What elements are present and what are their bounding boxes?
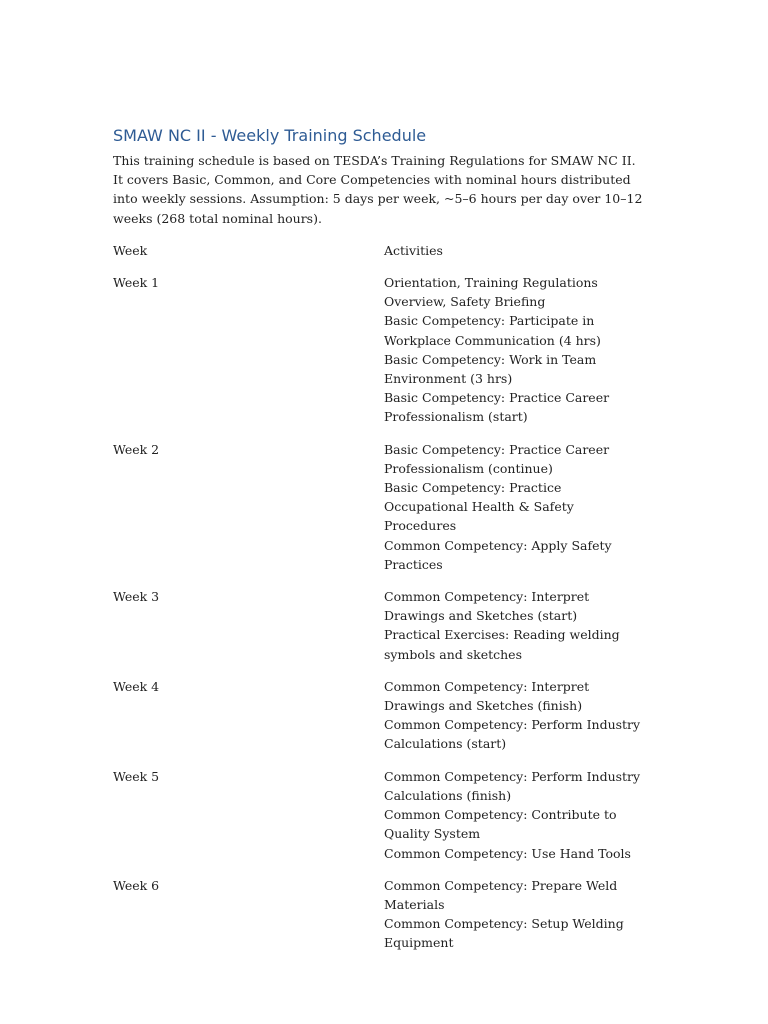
header-week: Week [113, 242, 148, 258]
activity-item: Common Competency: Interpret Drawings and Sketches (finish) [384, 678, 590, 714]
table-row [113, 587, 653, 664]
activity-item: Basic Competency: Participate in Workplace Communication (4 hrs) [384, 313, 601, 348]
activity-item: Common Competency: Contribute to Quality System [384, 807, 617, 842]
document-page [113, 125, 653, 966]
activity-item: Common Competency: Apply Safety Practices [384, 537, 612, 572]
activity-item: Common Competency: Interpret Drawings and Sketches (start) [384, 589, 590, 624]
header-activities: Activities [384, 242, 443, 258]
week-label: Week 1 [113, 275, 160, 291]
activities-cell [384, 587, 646, 664]
table-header-row [113, 241, 653, 260]
activities-cell [384, 273, 646, 427]
week-label: Week 3 [113, 589, 160, 605]
activities-cell [384, 440, 646, 574]
activity-item: Common Competency: Prepare Weld Materials [384, 877, 618, 912]
week-label: Week 5 [113, 768, 160, 784]
activity-item: Practical Exercises: Reading welding symbols and sketches [384, 627, 620, 662]
week-label: Week 4 [113, 678, 160, 694]
table-row [113, 273, 653, 427]
activity-item: Common Competency: Use Hand Tools [384, 845, 631, 861]
table-row [113, 876, 653, 953]
activity-item: Common Competency: Perform Industry Calculations (start) [384, 717, 641, 752]
document-title: SMAW NC II - Weekly Training Schedule [113, 126, 427, 145]
activities-cell [384, 876, 646, 953]
activities-cell [384, 767, 646, 863]
table-row [113, 677, 653, 754]
table-row [113, 440, 653, 574]
activity-item: Basic Competency: Practice Career Professionalism (start) [384, 390, 610, 425]
week-label: Week 2 [113, 441, 160, 457]
activities-cell [384, 677, 646, 754]
intro-paragraph: This training schedule is based on TESDA’s Training Regulations for SMAW NC II. It covers Basic, Common, and Core Competencies with nominal hours distributed into weekly sessions. Assumption: 5 days per week, ~5–6 hours per day over 10–12 weeks (268 total nominal hours). [113, 153, 643, 226]
activity-item: Orientation, Training Regulations Overview, Safety Briefing [384, 275, 598, 310]
activity-item: Common Competency: Perform Industry Calculations (finish) [384, 768, 641, 803]
table-row [113, 767, 653, 863]
activity-item: Basic Competency: Practice Career Professionalism (continue) [384, 441, 610, 476]
activity-item: Basic Competency: Practice Occupational Health & Safety Procedures [384, 480, 574, 534]
activity-item: Common Competency: Setup Welding Equipment [384, 916, 624, 951]
week-label: Week 6 [113, 877, 160, 893]
activity-item: Basic Competency: Work in Team Environment (3 hrs) [384, 351, 597, 387]
